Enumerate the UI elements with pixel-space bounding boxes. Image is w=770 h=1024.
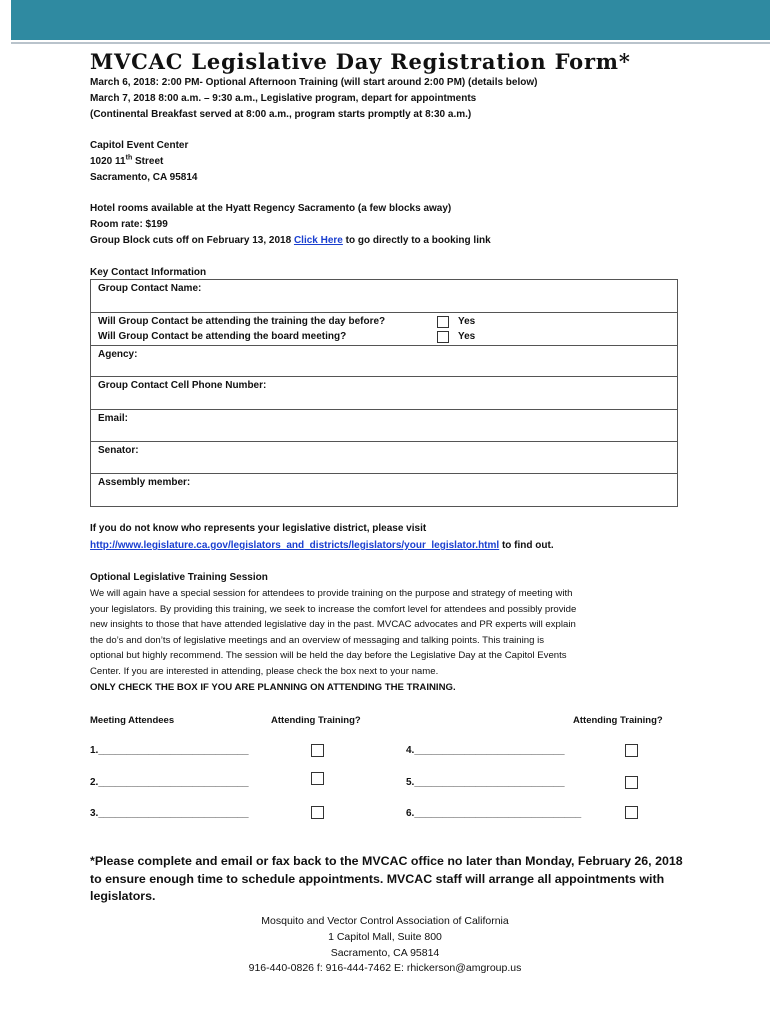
footer-city: Sacramento, CA 95814 — [330, 946, 440, 959]
email-row[interactable] — [91, 410, 677, 442]
training-paragraph — [90, 586, 690, 695]
contact-table — [90, 279, 678, 507]
attendee-2-field[interactable]: 2.___________________________ — [90, 777, 249, 788]
attendee-5-field[interactable]: 5.___________________________ — [406, 777, 565, 788]
training-text-line: your legislators. By providing this training, we seek to increase the comfort level for attendees and possibly provide — [90, 603, 577, 615]
training-column-header: Attending Training? — [271, 715, 361, 726]
attendee-4-training-checkbox[interactable] — [625, 744, 638, 757]
attendance-row — [91, 313, 677, 346]
assembly-label: Assembly member: — [98, 477, 191, 488]
booking-link[interactable]: Click Here — [293, 235, 343, 246]
venue-city: Sacramento, CA 95814 — [90, 172, 198, 183]
legislator-link[interactable]: http://www.legislature.ca.gov/legislators_and_districts/legislators/your_legislator.html — [90, 540, 500, 551]
header-banner — [11, 0, 770, 40]
attendee-6-training-checkbox[interactable] — [625, 806, 638, 819]
hotel-cutoff: Group Block cuts off on February 13, 2018 Click Here to go directly to a booking link — [90, 235, 491, 246]
training-question: Will Group Contact be attending the training the day before? — [98, 316, 386, 327]
attendee-5-training-checkbox[interactable] — [625, 776, 638, 789]
agency-label: Agency: — [98, 349, 138, 360]
attendee-1-training-checkbox[interactable] — [311, 744, 324, 757]
schedule-line-2: March 7, 2018 8:00 a.m. – 9:30 a.m., Legislative program, depart for appointments — [90, 93, 477, 104]
venue-name: Capitol Event Center — [90, 140, 189, 151]
contact-name-row[interactable] — [91, 280, 677, 313]
submission-notice — [90, 853, 690, 906]
training-text-line: We will again have a special session for attendees to provide training on the purpose and strategy of meeting with — [90, 588, 573, 599]
training-emphasis: ONLY CHECK THE BOX IF YOU ARE PLANNING ON ATTENDING THE TRAINING. — [90, 681, 456, 693]
email-label: Email: — [98, 413, 129, 424]
training-yes-checkbox[interactable] — [437, 316, 449, 328]
district-prompt: If you do not know who represents your legislative district, please visit — [90, 523, 427, 534]
training-yes-label: Yes — [458, 316, 476, 327]
hotel-rate: Room rate: $199 — [90, 219, 168, 230]
hotel-info: Hotel rooms available at the Hyatt Regency Sacramento (a few blocks away) — [90, 203, 452, 214]
footer-street: 1 Capitol Mall, Suite 800 — [328, 930, 442, 943]
training-heading: Optional Legislative Training Session — [90, 572, 268, 583]
attendee-3-training-checkbox[interactable] — [311, 806, 324, 819]
board-yes-checkbox[interactable] — [437, 331, 449, 343]
notice-line: to ensure enough time to schedule appointments. MVCAC staff will arrange all appointments with — [90, 871, 665, 886]
footer-address — [190, 914, 580, 977]
attendee-2-training-checkbox[interactable] — [311, 772, 324, 785]
contact-name-label: Group Contact Name: — [98, 283, 202, 294]
venue-street: 1020 11th Street — [90, 154, 164, 167]
attendee-1-field[interactable]: 1.___________________________ — [90, 745, 249, 756]
senator-label: Senator: — [98, 445, 139, 456]
training-text-line: new insights to those that have attended legislative day in the past. MVCAC advocates and PR experts will explain — [90, 619, 576, 631]
agency-row[interactable] — [91, 346, 677, 377]
schedule-line-1: March 6, 2018: 2:00 PM- Optional Afternoon Training (will start around 2:00 PM) (details below) — [90, 77, 538, 88]
header-divider — [11, 42, 770, 44]
attendee-4-field[interactable]: 4.___________________________ — [406, 745, 565, 756]
schedule-line-3: (Continental Breakfast served at 8:00 a.m., program starts promptly at 8:30 a.m.) — [90, 109, 472, 120]
form-title: MVCAC Legislative Day Registration Form* — [90, 49, 631, 74]
attendee-6-field[interactable]: 6.______________________________ — [406, 808, 582, 819]
notice-line: legislators. — [90, 889, 156, 903]
assembly-row[interactable] — [91, 474, 677, 506]
key-contact-heading: Key Contact Information — [90, 267, 207, 278]
attendee-3-field[interactable]: 3.___________________________ — [90, 808, 249, 819]
footer-org: Mosquito and Vector Control Association of California — [261, 915, 509, 927]
board-question: Will Group Contact be attending the board meeting? — [98, 331, 347, 342]
notice-line: *Please complete and email or fax back to the MVCAC office no later than Monday, February 26, 2018 — [90, 854, 683, 868]
training-column-header-right: Attending Training? — [573, 715, 663, 726]
phone-label: Group Contact Cell Phone Number: — [98, 380, 267, 391]
training-text-line: Center. If you are interested in attending, please check the box next to your name. — [90, 665, 439, 677]
training-text-line: optional but highly recommend. The session will be held the day before the Legislative Day at the Capitol Events — [90, 650, 567, 662]
attendees-column-header: Meeting Attendees — [90, 715, 175, 726]
footer-contact: 916-440-0826 f: 916-444-7462 E: rhickerson@amgroup.us — [248, 962, 522, 975]
board-yes-label: Yes — [458, 331, 476, 342]
training-text-line: the do’s and don’ts of legislative meetings and an overview of messaging and talking points. This training is — [90, 634, 545, 646]
district-link-line: http://www.legislature.ca.gov/legislators_and_districts/legislators/your_legislator.html to find out. — [90, 540, 554, 551]
phone-row[interactable] — [91, 377, 677, 410]
senator-row[interactable] — [91, 442, 677, 474]
